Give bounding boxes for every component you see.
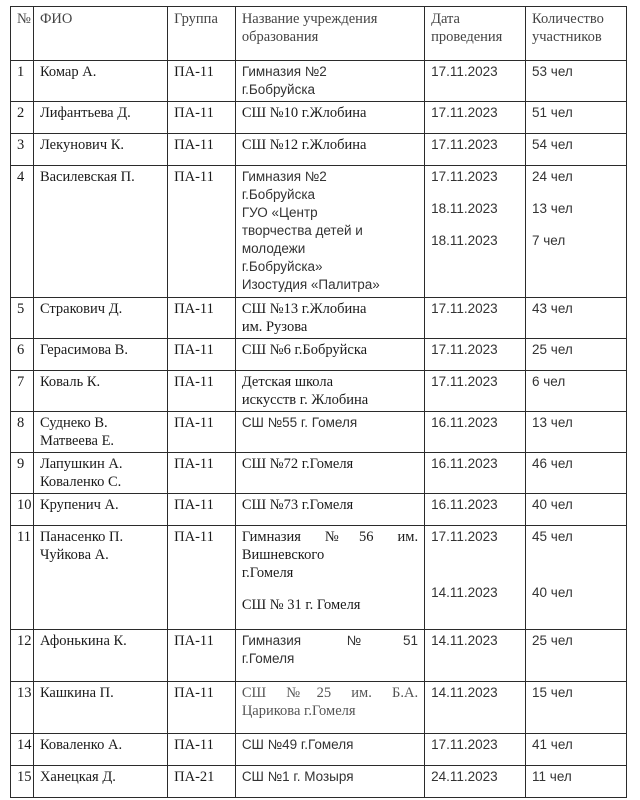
participant-count-line: 7 чел — [532, 233, 566, 248]
institution-name-line: СШ №13 г.Жлобина — [241, 301, 367, 317]
event-date-line: 14.11.2023 — [431, 685, 498, 700]
participant-name — [33, 630, 167, 682]
event-date — [425, 494, 526, 526]
header-date-line: Дата — [431, 11, 460, 27]
event-date-line: 18.11.2023 — [431, 233, 498, 248]
institution-name-line: г.Бобруйска» — [241, 259, 323, 274]
table-row — [11, 412, 627, 453]
row-number: 13 — [11, 682, 34, 734]
institution-name-line: СШ №49 г.Гомеля — [241, 737, 354, 752]
group-code: ПА-11 — [168, 134, 236, 166]
participant-count-line: 25 чел — [532, 633, 573, 648]
event-date-line: 17.11.2023 — [431, 301, 498, 316]
participant-name — [33, 166, 167, 298]
row-number: 10 — [11, 494, 34, 526]
event-date — [425, 298, 526, 339]
participant-count-line: 40 чел — [532, 585, 573, 600]
institution-name — [235, 298, 424, 339]
row-number: 5 — [11, 298, 34, 339]
event-date-line: 17.11.2023 — [431, 137, 498, 152]
institution-name — [235, 339, 424, 371]
event-date-line: 17.11.2023 — [431, 529, 498, 544]
institution-name-line: СШ №10 г.Жлобина — [241, 105, 367, 121]
header-num: № — [11, 7, 34, 61]
institution-name — [235, 102, 424, 134]
participant-name-line: Кашкина П. — [39, 685, 114, 701]
row-number: 3 — [11, 134, 34, 166]
group-code: ПА-11 — [168, 371, 236, 412]
institution-name-line: ГУО «Центр — [241, 205, 318, 220]
row-number: 1 — [11, 61, 34, 102]
institution-name — [235, 412, 424, 453]
institution-name-line: Детская школа — [241, 374, 334, 390]
institution-name — [235, 166, 424, 298]
group-code: ПА-11 — [168, 526, 236, 630]
participant-name — [33, 134, 167, 166]
participants-table — [10, 6, 627, 798]
institution-name-line: г.Бобруйска — [241, 82, 316, 97]
institution-name — [235, 682, 424, 734]
group-code: ПА-11 — [168, 61, 236, 102]
participant-count-line: 13 чел — [532, 415, 573, 430]
group-code: ПА-11 — [168, 494, 236, 526]
participant-count-line: 13 чел — [532, 201, 573, 216]
table-row — [11, 682, 627, 734]
institution-name — [235, 630, 424, 682]
group-code: ПА-11 — [168, 734, 236, 766]
participant-name-line: Коваленко А. — [39, 737, 123, 753]
participant-count-line: 53 чел — [532, 64, 573, 79]
participant-count-line: 45 чел — [532, 529, 573, 544]
institution-name-line: СШ №12 г.Жлобина — [241, 137, 367, 153]
table-row — [11, 734, 627, 766]
institution-name-line: им. Рузова — [241, 319, 308, 335]
participant-count — [526, 166, 627, 298]
participant-name — [33, 526, 167, 630]
header-institution-line: Название учреждения — [241, 11, 378, 27]
group-code: ПА-11 — [168, 339, 236, 371]
table-row — [11, 298, 627, 339]
institution-name-line: Вишневского — [241, 547, 325, 563]
table-row — [11, 494, 627, 526]
institution-name — [235, 371, 424, 412]
participant-count — [526, 339, 627, 371]
participant-count — [526, 412, 627, 453]
institution-name-line: Гимназия №2 — [241, 169, 327, 184]
participant-name-line: Коваленко С. — [39, 474, 122, 490]
institution-name-line: Гимназия №51 — [241, 633, 419, 648]
institution-name — [235, 494, 424, 526]
row-number: 14 — [11, 734, 34, 766]
participant-count — [526, 298, 627, 339]
participant-name — [33, 102, 167, 134]
event-date — [425, 166, 526, 298]
group-code: ПА-11 — [168, 630, 236, 682]
table-row — [11, 166, 627, 298]
event-date — [425, 412, 526, 453]
participant-name-line: Лекунович К. — [39, 137, 125, 153]
institution-name-line: СШ №73 г.Гомеля — [241, 497, 354, 513]
institution-name-line: СШ № 31 г. Гомеля — [241, 597, 361, 613]
institution-name-line: г.Бобруйска — [241, 187, 316, 202]
participant-count — [526, 453, 627, 494]
group-code: ПА-21 — [168, 766, 236, 798]
event-date — [425, 630, 526, 682]
participant-count — [526, 371, 627, 412]
participant-name-line: Суднеко В. — [39, 415, 108, 431]
row-number: 4 — [11, 166, 34, 298]
event-date-line: 17.11.2023 — [431, 169, 498, 184]
participant-count-line: 11 чел — [532, 769, 572, 784]
institution-name-line: СШ №55 г. Гомеля — [241, 415, 358, 430]
participant-count-line: 40 чел — [532, 497, 573, 512]
event-date — [425, 61, 526, 102]
participant-name-line: Афонькина К. — [39, 633, 127, 649]
institution-name-line: молодежи — [241, 241, 306, 256]
participant-count-line: 51 чел — [532, 105, 573, 120]
participant-name-line: Комар А. — [39, 64, 97, 80]
row-number: 9 — [11, 453, 34, 494]
event-date-line: 14.11.2023 — [431, 585, 498, 600]
header-date — [425, 7, 526, 61]
participant-name — [33, 339, 167, 371]
institution-name — [235, 526, 424, 630]
participant-count-line: 24 чел — [532, 169, 573, 184]
participant-count — [526, 102, 627, 134]
table-row — [11, 526, 627, 630]
row-number: 11 — [11, 526, 34, 630]
event-date-line: 16.11.2023 — [431, 415, 498, 430]
participant-name-line: Герасимова В. — [39, 342, 128, 358]
participant-count-line: 15 чел — [532, 685, 573, 700]
group-code: ПА-11 — [168, 102, 236, 134]
row-number: 12 — [11, 630, 34, 682]
participant-name-line: Василевская П. — [39, 169, 135, 185]
row-number: 8 — [11, 412, 34, 453]
participant-name — [33, 453, 167, 494]
participant-name — [33, 371, 167, 412]
event-date — [425, 526, 526, 630]
participant-name-line: Стракович Д. — [39, 301, 123, 317]
table-row — [11, 453, 627, 494]
event-date-line: 16.11.2023 — [431, 456, 498, 471]
institution-name-line: СШ №1 г. Мозыря — [241, 769, 354, 784]
participant-name-line: Крупенич А. — [39, 497, 119, 513]
event-date — [425, 682, 526, 734]
group-code: ПА-11 — [168, 453, 236, 494]
row-number: 2 — [11, 102, 34, 134]
participant-name — [33, 61, 167, 102]
participant-count-line: 46 чел — [532, 456, 573, 471]
participant-count — [526, 766, 627, 798]
institution-name — [235, 134, 424, 166]
table-row — [11, 630, 627, 682]
table-row — [11, 339, 627, 371]
event-date — [425, 134, 526, 166]
table-row — [11, 61, 627, 102]
institution-name-line: г.Гомеля — [241, 651, 295, 666]
header-count-line: Количество — [532, 11, 604, 27]
header-institution-line: образования — [241, 29, 319, 45]
event-date-line: 17.11.2023 — [431, 64, 498, 79]
participant-name-line: Лифантьева Д. — [39, 105, 131, 121]
participant-count-line: 25 чел — [532, 342, 573, 357]
event-date — [425, 102, 526, 134]
event-date — [425, 453, 526, 494]
participant-name — [33, 766, 167, 798]
group-code: ПА-11 — [168, 166, 236, 298]
group-code: ПА-11 — [168, 412, 236, 453]
institution-name — [235, 766, 424, 798]
participant-name — [33, 734, 167, 766]
header-count-line: участников — [532, 29, 602, 45]
institution-name-line: г.Гомеля — [241, 565, 294, 581]
event-date — [425, 766, 526, 798]
institution-name-line: Гимназия №56 им. — [241, 529, 419, 545]
participant-name-line: Матвеева Е. — [39, 433, 115, 449]
event-date-line: 17.11.2023 — [431, 105, 498, 120]
participant-name — [33, 412, 167, 453]
event-date-line: 17.11.2023 — [431, 737, 498, 752]
institution-name-line: творчества детей и — [241, 223, 363, 238]
participant-count — [526, 734, 627, 766]
participant-count — [526, 134, 627, 166]
participant-name-line: Коваль К. — [39, 374, 101, 390]
participant-count — [526, 526, 627, 630]
participant-name — [33, 494, 167, 526]
participant-count — [526, 61, 627, 102]
institution-name — [235, 453, 424, 494]
header-count — [526, 7, 627, 61]
event-date-line: 17.11.2023 — [431, 342, 498, 357]
participant-name-line: Лапушкин А. — [39, 456, 123, 472]
header-date-line: проведения — [431, 29, 503, 45]
table-row — [11, 371, 627, 412]
event-date — [425, 734, 526, 766]
row-number: 6 — [11, 339, 34, 371]
participant-count-line: 6 чел — [532, 374, 566, 389]
participant-name-line: Чуйкова А. — [39, 547, 109, 563]
table-row — [11, 766, 627, 798]
institution-name-line: СШ №25 им. Б.А. — [241, 685, 419, 701]
institution-name-line: Гимназия №2 — [241, 64, 327, 79]
event-date — [425, 339, 526, 371]
row-number: 15 — [11, 766, 34, 798]
header-fio: ФИО — [33, 7, 167, 61]
participant-name — [33, 298, 167, 339]
participant-count — [526, 630, 627, 682]
row-number: 7 — [11, 371, 34, 412]
group-code: ПА-11 — [168, 682, 236, 734]
participant-count-line: 41 чел — [532, 737, 573, 752]
participant-count — [526, 494, 627, 526]
participant-name — [33, 682, 167, 734]
participant-name-line: Панасенко П. — [39, 529, 124, 545]
table-row — [11, 134, 627, 166]
institution-name-line: Изостудия «Палитра» — [241, 277, 380, 292]
event-date-line: 24.11.2023 — [431, 769, 498, 784]
participant-name-line: Ханецкая Д. — [39, 769, 116, 785]
institution-name-line: искусств г. Жлобина — [241, 392, 369, 408]
institution-name — [235, 61, 424, 102]
table-row — [11, 102, 627, 134]
event-date — [425, 371, 526, 412]
institution-name-line: СШ №72 г.Гомеля — [241, 456, 354, 472]
header-group: Группа — [168, 7, 236, 61]
event-date-line: 16.11.2023 — [431, 497, 498, 512]
institution-name-line: СШ №6 г.Бобруйска — [241, 342, 368, 358]
event-date-line: 14.11.2023 — [431, 633, 498, 648]
event-date-line: 17.11.2023 — [431, 374, 498, 389]
participant-count-line: 43 чел — [532, 301, 573, 316]
event-date-line: 18.11.2023 — [431, 201, 498, 216]
participant-count-line: 54 чел — [532, 137, 573, 152]
table-header-row — [11, 7, 627, 61]
institution-name-line: Царикова г.Гомеля — [241, 703, 356, 719]
institution-name — [235, 734, 424, 766]
header-institution — [235, 7, 424, 61]
group-code: ПА-11 — [168, 298, 236, 339]
participant-count — [526, 682, 627, 734]
